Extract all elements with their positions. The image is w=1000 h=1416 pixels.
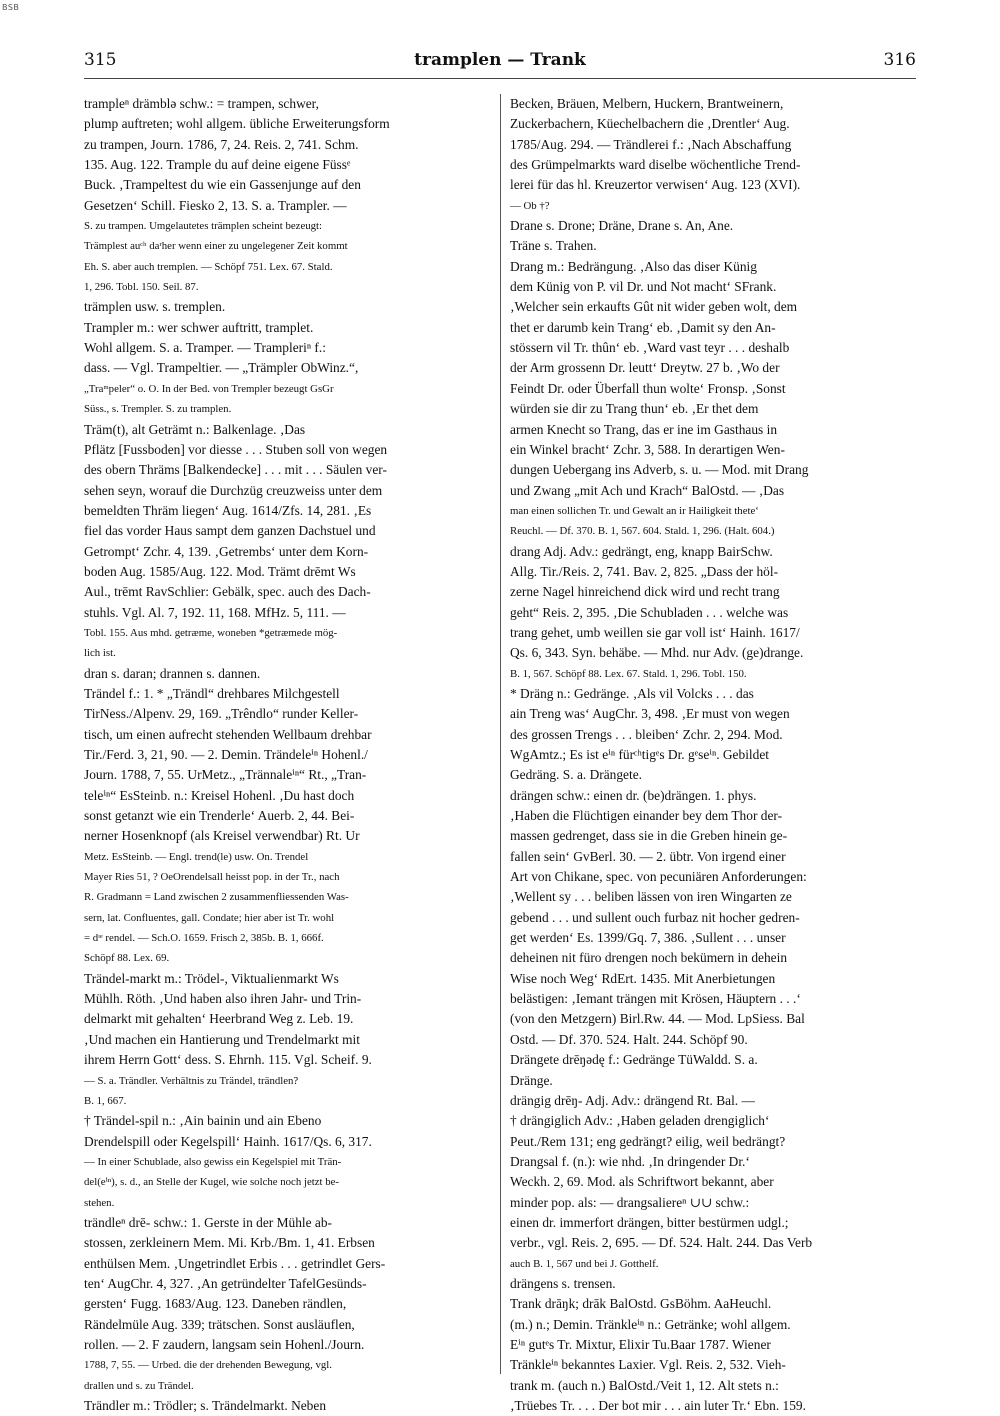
text-line: sonst getanzt wie ein Trenderle‘ Auerb. 2, 44. Bei-: [84, 808, 355, 824]
text-line: Drang m.: Bedrängung. ‚Also das diser Künig: [510, 258, 757, 274]
text-line: sern, lat. Confluentes, gall. Condate; hier aber ist Tr. wohl: [84, 911, 335, 924]
text-line: rollen. — 2. F zaudern, langsam sein Hohenl./Journ.: [84, 1336, 365, 1352]
text-line: gersten‘ Fugg. 1683/Aug. 123. Daneben rändlen,: [84, 1296, 347, 1312]
text-line: drang Adj. Adv.: gedrängt, eng, knapp BairSchw.: [510, 543, 773, 559]
text-line: einen dr. immerfort drängen, bitter bestürmen udgl.;: [510, 1214, 789, 1230]
page-number-right: 316: [883, 50, 916, 70]
text-line: dran s. daran; drannen s. dannen.: [84, 665, 261, 681]
header-rule: [84, 78, 916, 79]
text-line: Art von Chikane, spec. von pecuniären Anforderungen:: [510, 869, 807, 885]
text-line: Mühlh. Röth. ‚Und haben also ihren Jahr- und Trin-: [84, 991, 362, 1007]
text-line: Tir./Ferd. 3, 21, 90. — 2. Demin. Trändeleⁱⁿ Hohenl./: [84, 747, 368, 762]
text-line: Metz. EsSteinb. — Engl. trend(le) usw. On. Trendel: [84, 850, 309, 863]
text-line: auch B. 1, 567 und bei J. Gotthelf.: [510, 1257, 659, 1270]
text-line: Trämplest auᶜʰ daʳher wenn einer zu ungelegener Zeit kommt: [84, 240, 348, 253]
text-line: Trampler m.: wer schwer auftritt, tramplet.: [84, 319, 314, 335]
text-line: Eh. S. aber auch tremplen. — Schöpf 751. Lex. 67. Stald.: [84, 260, 333, 273]
text-line: Buck. ‚Trampeltest du wie ein Gassenjunge auf den: [84, 177, 361, 193]
text-line: ‚Und machen ein Hantierung und Trendelmarkt mit: [84, 1031, 360, 1047]
text-line: ein Winkel bracht‘ Zchr. 3, 588. In derartigen Wen-: [510, 441, 785, 457]
text-line: sehen seyn, worauf die Durchzüg creuzweiss unter dem: [84, 482, 383, 498]
text-line: = dᶦᵉ rendel. — Sch.O. 1659. Frisch 2, 385b. B. 1, 666f.: [84, 932, 324, 945]
text-line: Allg. Tir./Reis. 2, 741. Bav. 2, 825. „Dass der höl-: [510, 563, 779, 579]
text-line: Drängete drēŋədę f.: Gedränge TüWaldd. S. a.: [510, 1052, 758, 1068]
text-line: des obern Thräms [Balkendecke] . . . mit . . . Säulen ver-: [84, 462, 387, 478]
text-line: stehen.: [84, 1196, 115, 1209]
text-line: Träne s. Trahen.: [510, 238, 597, 254]
text-line: drängens s. trensen.: [510, 1275, 616, 1291]
text-line: Süss., s. Trempler. S. zu tramplen.: [84, 403, 232, 416]
text-line: zu trampen, Journ. 1786, 7, 24. Reis. 2, 741. Schm.: [84, 136, 359, 152]
text-line: Drane s. Drone; Dräne, Drane s. An, Ane.: [510, 218, 734, 234]
column-divider: [500, 94, 501, 1374]
text-line: Rändelmüle Aug. 339; trätschen. Sonst ausläuflen,: [84, 1316, 355, 1332]
text-line: delmarkt mit gehalten‘ Heerbrand Weg z. Leb. 19.: [84, 1011, 354, 1027]
text-line: tisch, um einen aufrecht stehenden Wellbaum drehbar: [84, 726, 372, 742]
text-line: Journ. 1788, 7, 55. UrMetz., „Trännaleⁱⁿ“ Rt., „Tran-: [84, 767, 367, 783]
text-line: Reuchl. — Df. 370. B. 1, 567. 604. Stald. 1, 296. (Halt. 604.): [510, 525, 775, 538]
text-line: thet er darumb kein Trang‘ eb. ‚Damit sy den An-: [510, 319, 776, 335]
text-line: * Dräng n.: Gedränge. ‚Als vil Volcks . . . das: [510, 685, 754, 701]
text-line: „Traᵐpeler“ o. O. In der Bed. von Trempler bezeugt GsGr: [84, 382, 334, 395]
page-number-left: 315: [84, 50, 117, 70]
text-line: Eⁱⁿ gutᵉs Tr. Mixtur, Elixir Tu.Baar 1787. Wiener: [510, 1336, 771, 1352]
text-line: dass. — Vgl. Trampeltier. — „Trämpler ObWinz.“,: [84, 360, 359, 376]
running-title: tramplen — Trank: [414, 50, 586, 70]
text-line: minder pop. als: — drangsaliereⁿ ∪∪ schw.:: [510, 1194, 750, 1210]
text-line: — S. a. Trändler. Verhältnis zu Trändel, trändlen?: [84, 1074, 299, 1087]
text-line: Gesetzen‘ Schill. Fiesko 2, 13. S. a. Trampler. —: [84, 197, 347, 213]
text-line: enthülsen Mem. ‚Ungetrindlet Erbis . . . getrindlet Gers-: [84, 1255, 386, 1271]
text-line: armen Knecht so Trang, das er ine im Gasthaus in: [510, 421, 778, 437]
text-line: 135. Aug. 122. Trample du auf deine eigene Füssᵉ: [84, 157, 351, 173]
text-line: del(eⁱⁿ), s. d., an Stelle der Kugel, wie solche noch jetzt be-: [84, 1176, 340, 1189]
text-line: Peut./Rem 131; eng gedrängt? eilig, weil bedrängt?: [510, 1133, 786, 1149]
text-line: massen gedrenget, dass sie in die Greben hinein ge-: [510, 828, 788, 844]
text-line: trämplen usw. s. tremplen.: [84, 299, 226, 315]
text-line: Wohl allgem. S. a. Tramper. — Trampleriⁿ f.:: [84, 340, 326, 356]
text-line: Trändel-markt m.: Trödel-, Viktualienmarkt Ws: [84, 970, 339, 986]
text-line: ‚Trüebes Tr. . . . Der bot mir . . . ain luter Tr.‘ Ebn. 159.: [510, 1398, 806, 1413]
text-line: Mayer Ries 51, ? OeOrendelsall heisst pop. in der Tr., nach: [84, 871, 340, 884]
text-line: ‚Welcher sein erkaufts Gût nit wider geben wolt, dem: [510, 299, 798, 315]
text-line: dungen Uebergang ins Adverb, s. u. — Mod. mit Drang: [510, 462, 809, 478]
text-line: gebend . . . und sullent ouch furbaz nit hocher gedren-: [510, 909, 800, 925]
text-line: Feindt Dr. oder Überfall thun wolte‘ Fronsp. ‚Sonst: [510, 380, 786, 396]
text-line: man einen sollichen Tr. und Gewalt an ir Hailigkeit thete‘: [510, 504, 759, 517]
text-line: belästigen: ‚Iemant trängen mit Krösen, Häuptern . . .‘: [510, 991, 801, 1007]
text-line: plump auftreten; wohl allgem. übliche Erweiterungsform: [84, 116, 390, 132]
text-line: ‚Wellent sy . . . beliben lässen von iren Wingarten ze: [510, 889, 792, 905]
text-line: Schöpf 88. Lex. 69.: [84, 952, 170, 965]
text-line: dem Künig von P. vil Dr. und Not macht‘ SFrank.: [510, 279, 777, 295]
text-line: bemeldten Thräm liegen‘ Aug. 1614/Zfs. 14, 281. ‚Es: [84, 502, 372, 518]
text-line: Wise noch Weg‘ RdErt. 1435. Mit Anerbietungen: [510, 970, 776, 986]
text-line: TirNess./Alpenv. 29, 169. „Trêndlo“ runder Keller-: [84, 706, 359, 722]
text-line: deheinen nit füro drengen noch bekümern in dehein: [510, 950, 788, 966]
text-line: trändleⁿ drē- schw.: 1. Gerste in der Mühle ab-: [84, 1214, 333, 1230]
text-line: stuhls. Vgl. Al. 7, 192. 11, 168. MfHz. 5, 111. —: [84, 604, 346, 620]
text-line: lerei für das hl. Kreuzertor verwisen‘ Aug. 123 (XVI).: [510, 177, 801, 193]
text-line: trank m. (auch n.) BalOstd./Veit 1, 12. Alt stets n.:: [510, 1377, 779, 1393]
text-line: ‚Haben die Flüchtigen einander bey dem Thor der-: [510, 808, 783, 824]
library-watermark: BSB: [2, 3, 20, 12]
text-line: verbr., vgl. Reis. 2, 695. — Df. 524. Halt. 244. Das Verb: [510, 1235, 813, 1251]
text-line: Becken, Bräuen, Melbern, Huckern, Brantweinern,: [510, 96, 784, 111]
text-line: ain Treng was‘ AugChr. 3, 498. ‚Er must von wegen: [510, 706, 790, 722]
text-line: WgAmtz.; Es ist eⁱⁿ fürᶜʰtigᵉs Dr. gᵉseⁱⁿ. Gebildet: [510, 747, 769, 762]
text-line: drallen und s. zu Trändel.: [84, 1379, 194, 1392]
text-line: S. zu trampen. Umgelautetes trämplen scheint bezeugt:: [84, 220, 323, 233]
text-line: würden sie dir zu Trang thun‘ eb. ‚Er thet dem: [510, 401, 759, 417]
text-line: ten‘ AugChr. 4, 327. ‚An getründelter TafelGesünds-: [84, 1275, 367, 1291]
text-line: B. 1, 667.: [84, 1094, 127, 1107]
text-line: lich ist.: [84, 647, 116, 660]
text-line: geht“ Reis. 2, 395. ‚Die Schubladen . . . welche was: [510, 604, 789, 620]
text-line: Gedräng. S. a. Drängete.: [510, 767, 642, 783]
text-line: Dränge.: [510, 1072, 553, 1088]
text-line: 1, 296. Tobl. 150. Seil. 87.: [84, 281, 199, 294]
text-line: drängen schw.: einen dr. (be)drängen. 1. phys.: [510, 787, 757, 803]
text-line: boden Aug. 1585/Aug. 122. Mod. Trämt drēmt Ws: [84, 563, 356, 579]
text-line: Drangsal f. (n.): wie nhd. ‚In dringender Dr.‘: [510, 1153, 750, 1169]
text-line: fallen sein‘ GvBerl. 30. — 2. übtr. Von irgend einer: [510, 848, 786, 864]
text-line: drängig drēŋ- Adj. Adv.: drängend Rt. Bal. —: [510, 1092, 755, 1108]
text-line: Drendelspill oder Kegelspill‘ Hainh. 1617/Qs. 6, 317.: [84, 1133, 372, 1149]
text-line: Getrompt‘ Zchr. 4, 139. ‚Getrembs‘ unter dem Korn-: [84, 543, 369, 559]
text-line: nerner Hosenknopf (als Kreisel verwendbar) Rt. Ur: [84, 828, 360, 844]
text-line: Träm(t), alt Geträmt n.: Balkenlage. ‚Das: [84, 421, 306, 437]
text-line: B. 1, 567. Schöpf 88. Lex. 67. Stald. 1, 296. Tobl. 150.: [510, 667, 747, 680]
text-line: Tränkleⁱⁿ bekanntes Laxier. Vgl. Reis. 2, 532. Vieh-: [510, 1357, 786, 1373]
text-line: 1788, 7, 55. — Urbed. die der drehenden Bewegung, vgl.: [84, 1359, 332, 1372]
text-line: des Grümpelmarkts ward diselbe wöchentliche Trend-: [510, 157, 801, 173]
text-line: (m.) n.; Demin. Tränkleⁱⁿ n.: Getränke; wohl allgem.: [510, 1316, 791, 1332]
text-line: und Zwang „mit Ach und Krach“ BalOstd. — ‚Das: [510, 482, 785, 498]
text-line: Trändler m.: Trödler; s. Trändelmarkt. Neben: [84, 1398, 327, 1413]
text-line: des grossen Trengs . . . bleiben‘ Zchr. 2, 294. Mod.: [510, 726, 783, 742]
text-line: 1785/Aug. 294. — Trändlerei f.: ‚Nach Abschaffung: [510, 136, 792, 152]
text-line: trang gehet, umb weillen sie gar voll ist‘ Hainh. 1617/: [510, 624, 800, 640]
text-line: Trändel f.: 1. * „Trändl“ drehbares Milchgestell: [84, 685, 340, 701]
right-column: [510, 94, 918, 1416]
text-line: fiel das vorder Haus sampt dem ganzen Dachstuel und: [84, 523, 376, 539]
text-line: Pflätz [Fussboden] vor diesse . . . Stuben soll von wegen: [84, 441, 388, 457]
text-line: Ostd. — Df. 370. 524. Halt. 244. Schöpf 90.: [510, 1031, 748, 1047]
text-line: stossen, zerkleinern Mem. Mi. Krb./Bm. 1, 41. Erbsen: [84, 1235, 375, 1251]
text-line: † Trändel-spil n.: ‚Ain bainin und ain Ebeno: [84, 1113, 322, 1129]
text-line: der Arm grossenn Dr. leutt‘ Dreytw. 27 b. ‚Wo der: [510, 360, 780, 376]
text-line: Qs. 6, 343. Syn. behäbe. — Mhd. nur Adv. (ge)drange.: [510, 645, 804, 661]
text-line: Zuckerbachern, Küechelbachern die ‚Drentler‘ Aug.: [510, 116, 790, 132]
page-header: [0, 50, 1000, 80]
text-line: stössern vil Tr. thûn‘ eb. ‚Ward vast teyr . . . deshalb: [510, 340, 790, 356]
text-line: R. Gradmann = Land zwischen 2 zusammenfliessenden Was-: [84, 891, 349, 904]
text-line: Aul., trēmt RavSchlier: Gebälk, spec. auch des Dach-: [84, 584, 371, 600]
text-line: — In einer Schublade, also gewiss ein Kegelspiel mit Trän-: [84, 1155, 342, 1168]
text-line: teleⁱⁿ“ EsSteinb. n.: Kreisel Hohenl. ‚Du hast doch: [84, 787, 355, 803]
text-line: Weckh. 2, 69. Mod. als Schriftwort bekannt, aber: [510, 1174, 774, 1190]
text-line: ihrem Herrn Gott‘ dess. S. Ehrnh. 115. Vgl. Scheif. 9.: [84, 1052, 372, 1068]
text-line: † drängiglich Adv.: ‚Haben geladen drengiglich‘: [510, 1113, 770, 1129]
text-line: Tobl. 155. Aus mhd. getræme, woneben *getræmede mög-: [84, 626, 338, 639]
left-column: [84, 94, 492, 1416]
text-line: trampleⁿ drämblə schw.: = trampen, schwer,: [84, 96, 319, 111]
text-line: zerne Nagel hinreichend dick wird und recht trang: [510, 584, 780, 600]
text-line: get werden‘ Es. 1399/Gq. 7, 386. ‚Sullent . . . unser: [510, 930, 786, 946]
text-line: — Ob †?: [510, 199, 550, 212]
text-line: (von den Metzgern) Birl.Rw. 44. — Mod. LpSiess. Bal: [510, 1011, 805, 1027]
text-line: Trank drāŋk; drāk BalOstd. GsBöhm. AaHeuchl.: [510, 1296, 772, 1312]
